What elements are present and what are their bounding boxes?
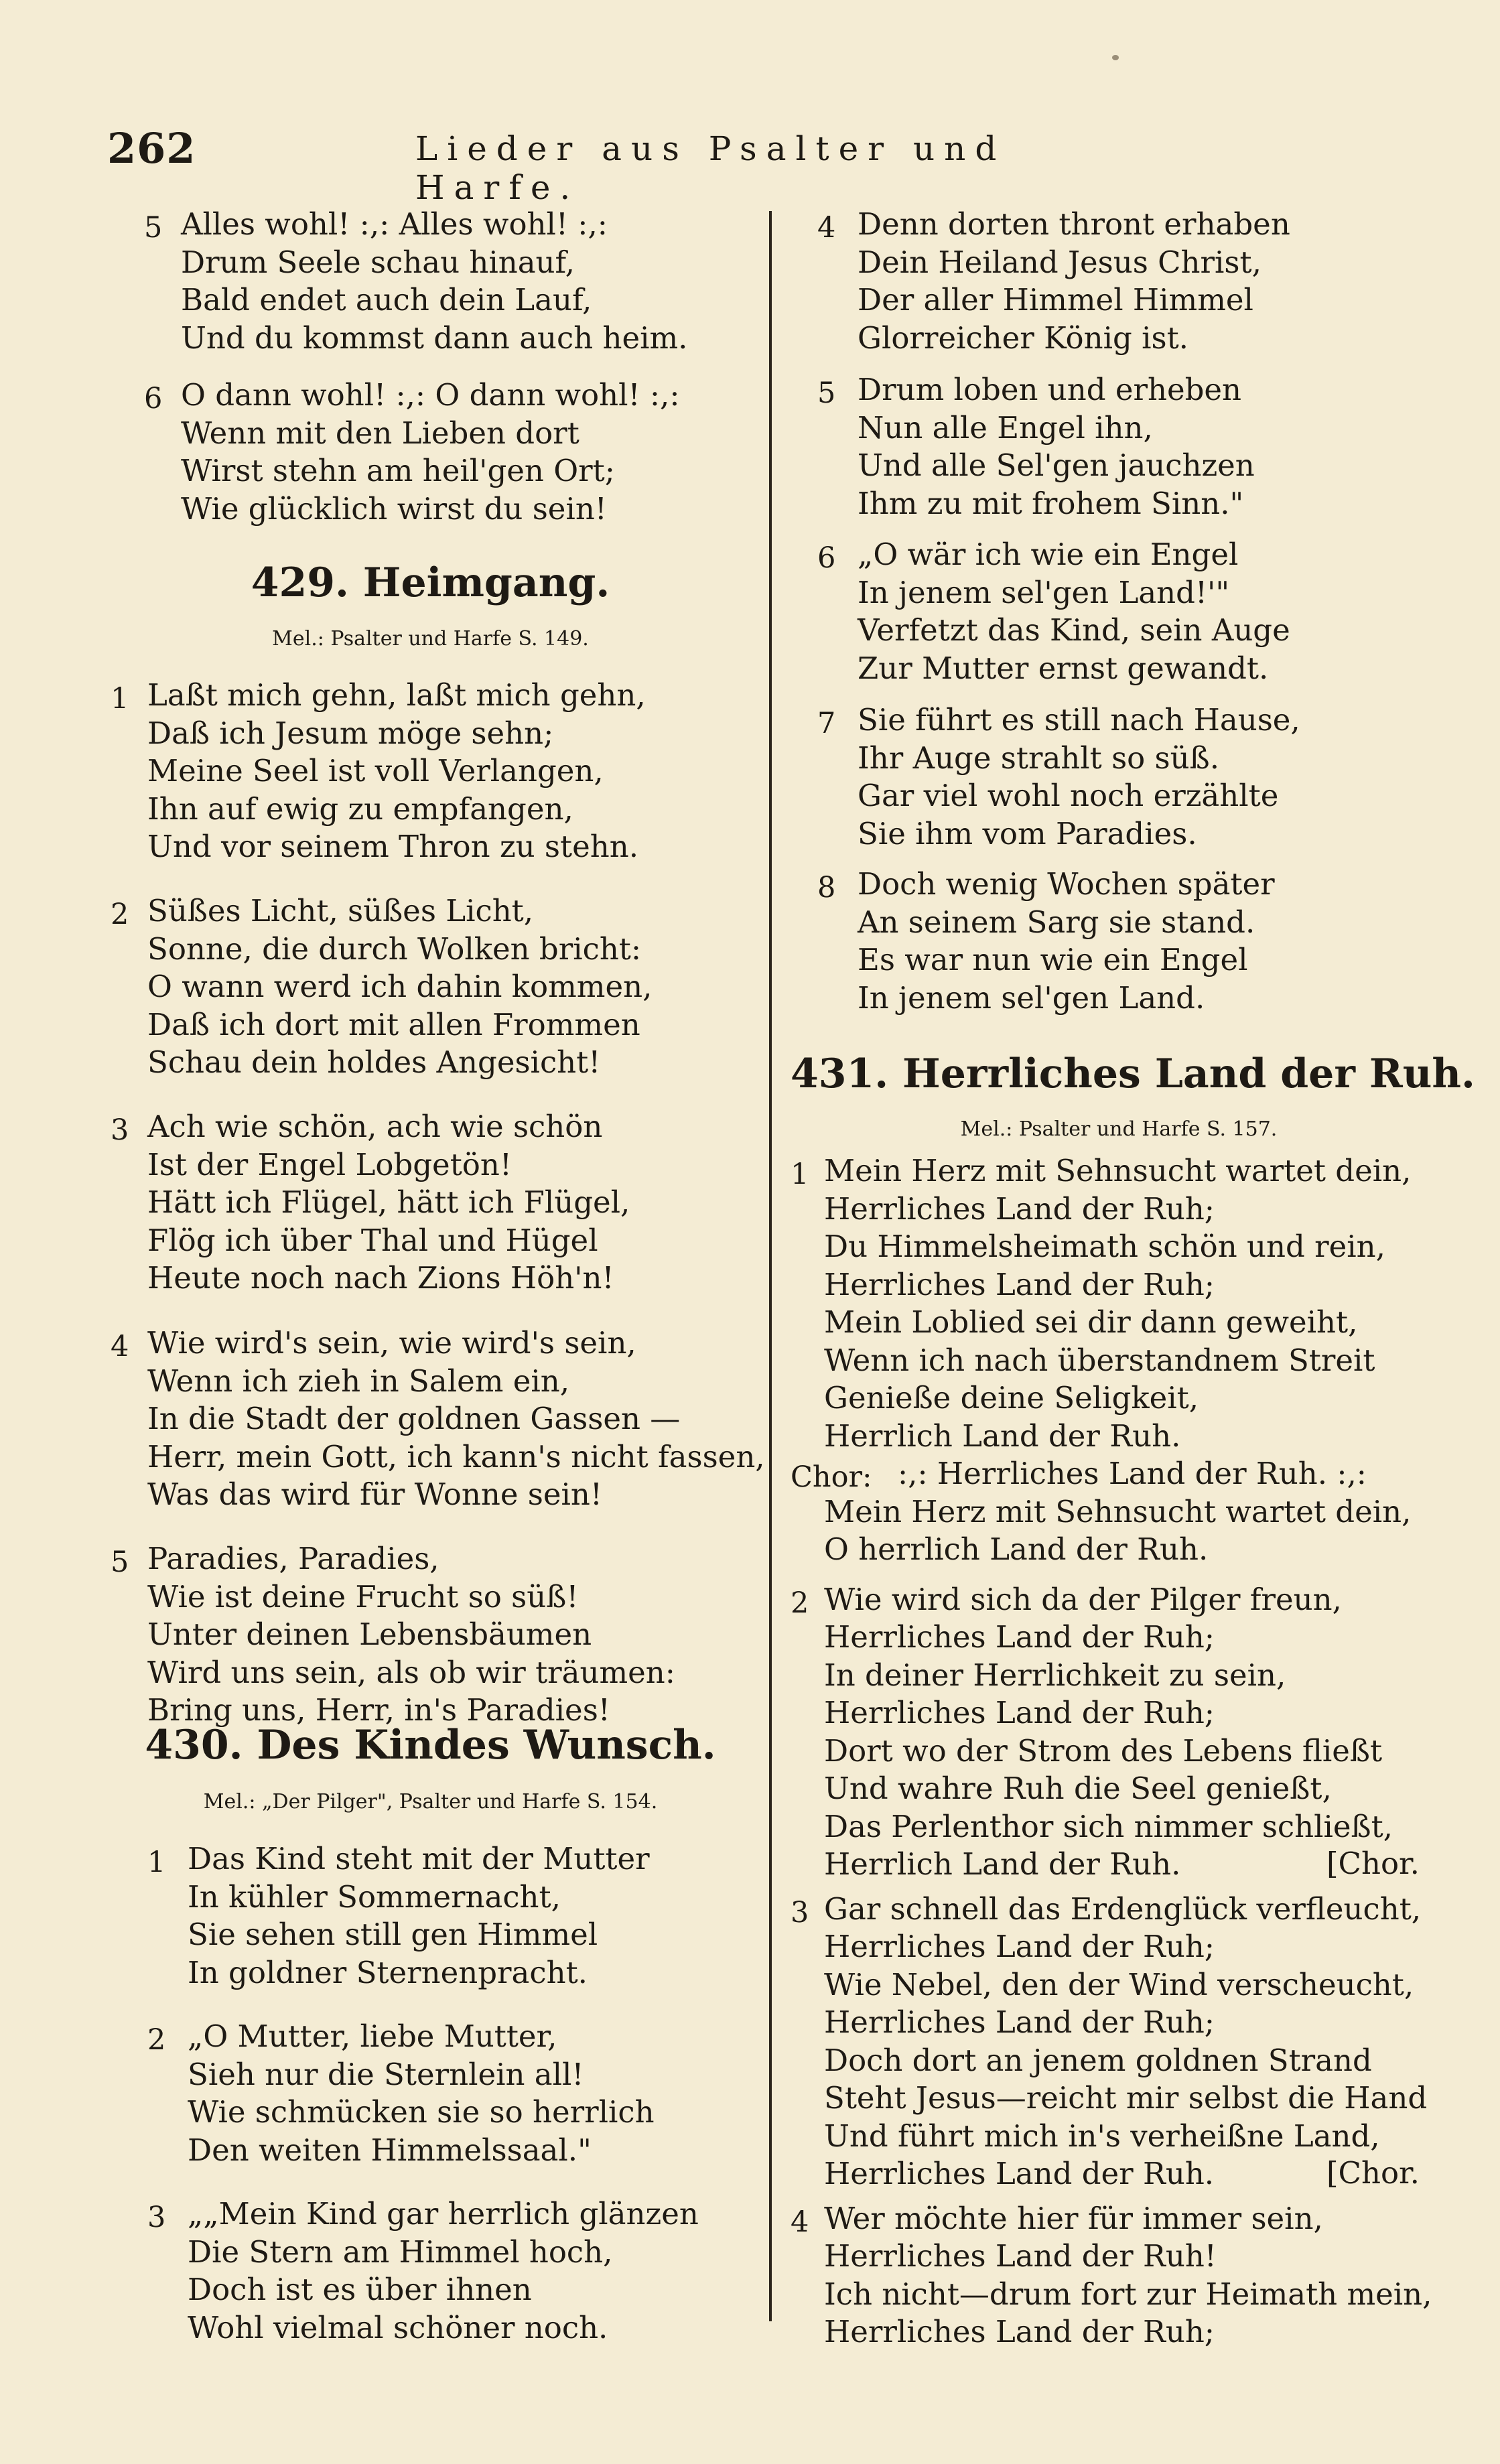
verse-line: Herrliches Land der Ruh; — [824, 1190, 1215, 1227]
verse-line: In deiner Herrlichkeit zu sein, — [824, 1657, 1286, 1693]
verse-number: 2 — [791, 1586, 809, 1620]
verse-line: Herrliches Land der Ruh; — [824, 1695, 1215, 1730]
hymn-title-431: 431. Herrliches Land der Ruh. — [791, 1050, 1475, 1097]
verse-line: „O Mutter, liebe Mutter, — [188, 2018, 557, 2054]
verse-line: Ihm zu mit frohem Sinn." — [858, 485, 1244, 521]
verse-line: Daß ich Jesum möge sehn; — [147, 715, 554, 751]
verse-line: Daß ich dort mit allen Frommen — [147, 1006, 640, 1042]
chorus-cue: [Chor. — [1326, 2155, 1420, 2191]
verse-line: Glorreicher König ist. — [858, 320, 1188, 356]
verse-line: Dort wo der Strom des Lebens fließt — [824, 1732, 1383, 1769]
verse-line: Ihr Auge strahlt so süß. — [858, 740, 1219, 776]
verse-line: Herrliches Land der Ruh; — [824, 1266, 1215, 1302]
verse-line: Gar viel wohl noch erzählte — [858, 778, 1279, 813]
verse-line: Und wahre Ruh die Seel genießt, — [824, 1771, 1332, 1806]
verse-number: 5 — [111, 1546, 129, 1579]
verse-line: Ach wie schön, ach wie schön — [147, 1109, 603, 1144]
verse-number: 6 — [817, 541, 836, 575]
verse-line: Drum loben und erheben — [858, 372, 1242, 407]
verse-line: Zur Mutter ernst gewandt. — [858, 650, 1269, 686]
verse-line: Wohl vielmal schöner noch. — [188, 2309, 608, 2345]
verse-line: Steht Jesus—reicht mir selbst die Hand — [824, 2080, 1428, 2116]
verse-line: Verfetzt das Kind, sein Auge — [858, 612, 1290, 648]
page-number: 262 — [107, 124, 196, 173]
page-speck — [1112, 55, 1119, 60]
verse-line: Herrliches Land der Ruh; — [824, 1619, 1215, 1655]
verse-line: Den weiten Himmelssaal." — [188, 2132, 592, 2168]
verse-line: Herrliches Land der Ruh. — [824, 2156, 1215, 2191]
verse-line: Bald endet auch dein Lauf, — [181, 282, 592, 318]
verse-line: Und führt mich in's verheißne Land, — [824, 2118, 1380, 2154]
verse-number: 5 — [817, 377, 836, 410]
verse-line: In jenem sel'gen Land. — [858, 979, 1205, 1016]
verse-line: In die Stadt der goldnen Gassen — — [147, 1401, 681, 1436]
verse-number: 7 — [817, 707, 836, 740]
verse-line: Laßt mich gehn, laßt mich gehn, — [147, 677, 646, 713]
verse-line: Wie ist deine Frucht so süß! — [147, 1578, 579, 1615]
verse-line: „O wär ich wie ein Engel — [858, 537, 1239, 572]
verse-number: 2 — [147, 2023, 166, 2057]
chorus-line: :,: Herrliches Land der Ruh. :,: — [898, 1456, 1367, 1491]
verse-line: Süßes Licht, süßes Licht, — [147, 893, 534, 929]
verse-line: Sie sehen still gen Himmel — [188, 1917, 598, 1952]
chorus-line: O herrlich Land der Ruh. — [824, 1531, 1209, 1567]
verse-line: Herrlich Land der Ruh. — [824, 1418, 1181, 1454]
verse-line: Schau dein holdes Angesicht! — [147, 1044, 601, 1080]
verse-line: Gar schnell das Erdenglück verfleucht, — [824, 1891, 1422, 1927]
verse-line: Doch wenig Wochen später — [858, 866, 1275, 902]
verse-line: Doch dort an jenem goldnen Strand — [824, 2042, 1372, 2078]
verse-line: Sonne, die durch Wolken bricht: — [147, 931, 642, 967]
verse-line: Es war nun wie ein Engel — [858, 942, 1248, 977]
verse-line: Das Perlenthor sich nimmer schließt, — [824, 1808, 1393, 1844]
verse-number: 1 — [111, 682, 129, 715]
verse-line: Meine Seel ist voll Verlangen, — [147, 753, 604, 789]
verse-number: 4 — [791, 2205, 809, 2239]
verse-line: Wirst stehn am heil'gen Ort; — [181, 453, 615, 488]
verse-line: Wie Nebel, den der Wind verscheucht, — [824, 1966, 1414, 2002]
verse-number: 2 — [111, 898, 129, 931]
verse-line: Herr, mein Gott, ich kann's nicht fassen, — [147, 1438, 765, 1475]
verse-number: 1 — [791, 1158, 809, 1191]
page-header — [107, 124, 1126, 207]
verse-line: O dann wohl! :,: O dann wohl! :,: — [181, 377, 680, 413]
verse-line: Herrliches Land der Ruh; — [824, 1929, 1215, 1964]
melody-line: Mel.: Psalter und Harfe S. 149. — [272, 627, 589, 651]
chorus-label: Chor: — [791, 1460, 872, 1494]
verse-line: Herrliches Land der Ruh! — [824, 2238, 1217, 2274]
verse-line: Und vor seinem Thron zu stehn. — [147, 829, 639, 864]
verse-line: Genieße deine Seligkeit, — [824, 1380, 1199, 1416]
verse-line: Drum Seele schau hinauf, — [181, 244, 575, 280]
verse-number: 5 — [144, 211, 163, 245]
verse-line: Sie ihm vom Paradies. — [858, 815, 1197, 851]
verse-line: Wie wird's sein, wie wird's sein, — [147, 1325, 636, 1361]
verse-line: Paradies, Paradies, — [147, 1541, 439, 1576]
verse-line: Das Kind steht mit der Mutter — [188, 1841, 650, 1876]
hymn-title-429: 429. Heimgang. — [251, 559, 610, 606]
verse-line: An seinem Sarg sie stand. — [858, 904, 1255, 940]
verse-line: Hätt ich Flügel, hätt ich Flügel, — [147, 1184, 630, 1220]
verse-line: Wie glücklich wirst du sein! — [181, 490, 607, 527]
verse-number: 6 — [144, 382, 163, 415]
running-title: Lieder aus Psalter und Harfe. — [415, 129, 1006, 207]
verse-line: Wird uns sein, als ob wir träumen: — [147, 1654, 675, 1690]
verse-line: Wenn mit den Lieben dort — [181, 415, 579, 451]
verse-line: Ist der Engel Lobgetön! — [147, 1146, 512, 1182]
verse-line: Die Stern am Himmel hoch, — [188, 2234, 613, 2270]
melody-line: Mel.: „Der Pilger", Psalter und Harfe S. 154. — [203, 1790, 658, 1813]
verse-line: Flög ich über Thal und Hügel — [147, 1222, 598, 1258]
verse-line: In goldner Sternenpracht. — [188, 1954, 588, 1990]
verse-line: Mein Loblied sei dir dann geweiht, — [824, 1304, 1358, 1340]
melody-line: Mel.: Psalter und Harfe S. 157. — [960, 1117, 1278, 1141]
verse-line: Ich nicht—drum fort zur Heimath mein, — [824, 2276, 1432, 2312]
verse-line: Und alle Sel'gen jauchzen — [858, 448, 1255, 483]
verse-line: Wenn ich nach überstandnem Streit — [824, 1342, 1375, 1378]
verse-number: 3 — [111, 1113, 129, 1147]
verse-line: Wie wird sich da der Pilger freun, — [824, 1581, 1342, 1617]
verse-line: Bring uns, Herr, in's Paradies! — [147, 1692, 610, 1728]
hymn-title-430: 430. Des Kindes Wunsch. — [145, 1722, 716, 1769]
verse-line: Herrliches Land der Ruh; — [824, 2004, 1215, 2040]
verse-line: Sie führt es still nach Hause, — [858, 702, 1300, 738]
verse-line: Mein Herz mit Sehnsucht wartet dein, — [824, 1153, 1412, 1188]
verse-line: In jenem sel'gen Land!'" — [858, 574, 1230, 610]
verse-line: Dein Heiland Jesus Christ, — [858, 244, 1262, 280]
verse-number: 4 — [817, 211, 836, 245]
chorus-line: Mein Herz mit Sehnsucht wartet dein, — [824, 1493, 1412, 1529]
verse-line: Nun alle Engel ihn, — [858, 409, 1153, 446]
verse-number: 3 — [791, 1895, 809, 1929]
verse-line: Was das wird für Wonne sein! — [147, 1477, 602, 1512]
verse-line: Alles wohl! :,: Alles wohl! :,: — [181, 206, 608, 242]
verse-line: Denn dorten thront erhaben — [858, 206, 1290, 242]
verse-number: 1 — [147, 1846, 166, 1879]
verse-line: Ihn auf ewig zu empfangen, — [147, 791, 573, 827]
verse-line: Heute noch nach Zions Höh'n! — [147, 1260, 614, 1296]
verse-number: 4 — [111, 1330, 129, 1363]
chorus-cue: [Chor. — [1326, 1846, 1420, 1881]
verse-line: In kühler Sommernacht, — [188, 1878, 561, 1915]
verse-line: Wer möchte hier für immer sein, — [824, 2200, 1323, 2236]
verse-line: O wann werd ich dahin kommen, — [147, 969, 653, 1004]
verse-line: Du Himmelsheimath schön und rein, — [824, 1229, 1385, 1264]
verse-line: Und du kommst dann auch heim. — [181, 320, 688, 356]
column-divider — [769, 211, 772, 2321]
verse-line: Der aller Himmel Himmel — [858, 282, 1253, 318]
verse-line: Herrlich Land der Ruh. — [824, 1846, 1181, 1882]
verse-number: 8 — [817, 871, 836, 904]
verse-line: Herrliches Land der Ruh; — [824, 2314, 1215, 2349]
verse-line: „„Mein Kind gar herrlich glänzen — [188, 2196, 699, 2232]
verse-line: Sieh nur die Sternlein all! — [188, 2056, 584, 2092]
verse-line: Wie schmücken sie so herrlich — [188, 2094, 655, 2130]
verse-line: Wenn ich zieh in Salem ein, — [147, 1363, 570, 1399]
verse-line: Unter deinen Lebensbäumen — [147, 1617, 592, 1652]
verse-line: Doch ist es über ihnen — [188, 2272, 532, 2307]
verse-number: 3 — [147, 2201, 166, 2234]
